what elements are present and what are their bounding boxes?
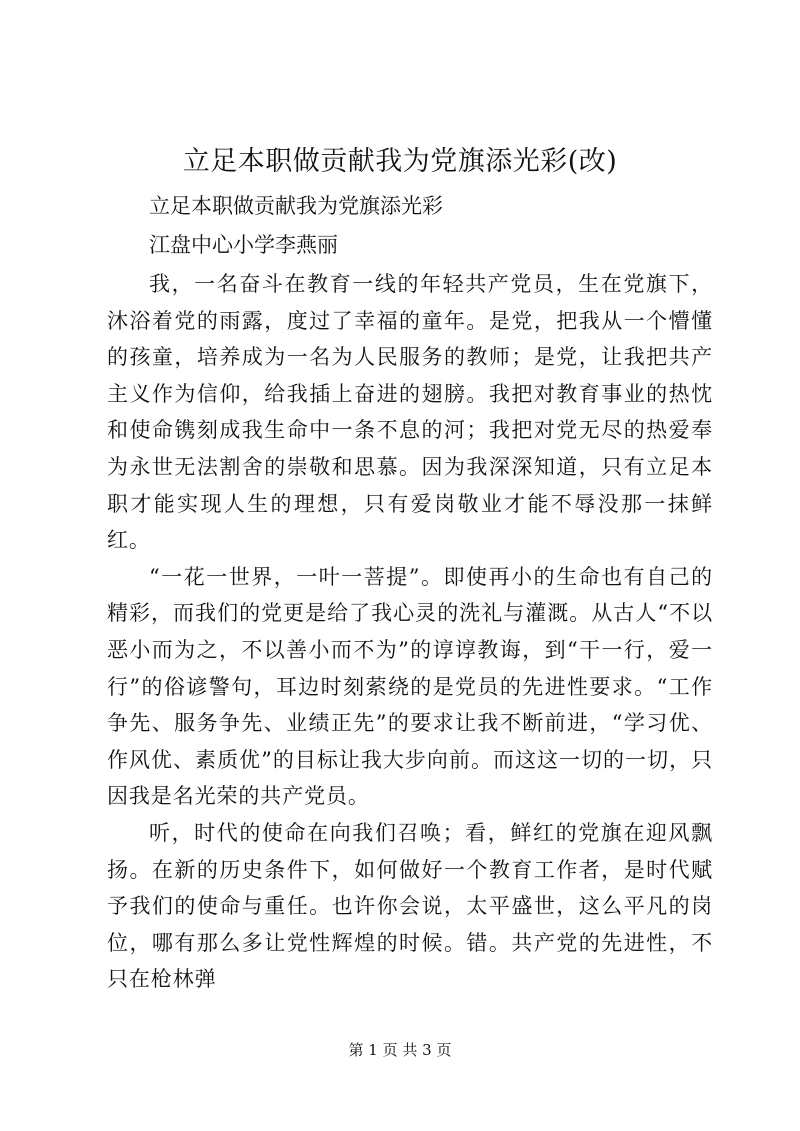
document-title: 立足本职做贡献我为党旗添光彩(改) — [182, 146, 618, 177]
document-body — [107, 266, 713, 998]
page-number-footer: 第 1 页 共 3 页 — [348, 1041, 452, 1059]
paragraph: “一花一世界，一叶一菩提”。即使再小的生命也有自己的精彩，而我们的党更是给了我心灵的洗礼与灌溉。从古人“不以恶小而为之，不以善小而不为”的谆谆教诲，到“干一行，爱一行”的俗谚警句，耳边时刻萦绕的是党员的先进性要求。“工作争先、服务争先、业绩正先”的要求让我不断前进，“学习优、作风优、素质优”的目标让我大步向前。而这这一切的一切，只因我是名光荣的共产党员。 — [107, 564, 713, 809]
paragraph: 听，时代的使命在向我们召唤；看，鲜红的党旗在迎风飘扬。在新的历史条件下，如何做好一个教育工作者，是时代赋予我们的使命与重任。也许你会说，太平盛世，这么平凡的岗位，哪有那么多让党性辉煌的时候。错。共产党的先进性，不只在枪林弹 — [107, 820, 713, 992]
paragraph: 我，一名奋斗在教育一线的年轻共产党员，生在党旗下，沐浴着党的雨露，度过了幸福的童年。是党，把我从一个懵懂的孩童，培养成为一名为人民服务的教师；是党，让我把共产主义作为信仰，给我插上奋进的翅膀。我把对教育事业的热忱和使命镌刻成我生命中一条不息的河；我把对党无尽的热爱奉为永世无法割舍的崇敬和思慕。因为我深深知道，只有立足本职才能实现人生的理想，只有爱岗敬业才能不辱没那一抹鲜红。 — [107, 272, 713, 553]
author-line: 江盘中心小学李燕丽 — [149, 233, 338, 257]
document-subtitle: 立足本职做贡献我为党旗添光彩 — [149, 194, 443, 218]
